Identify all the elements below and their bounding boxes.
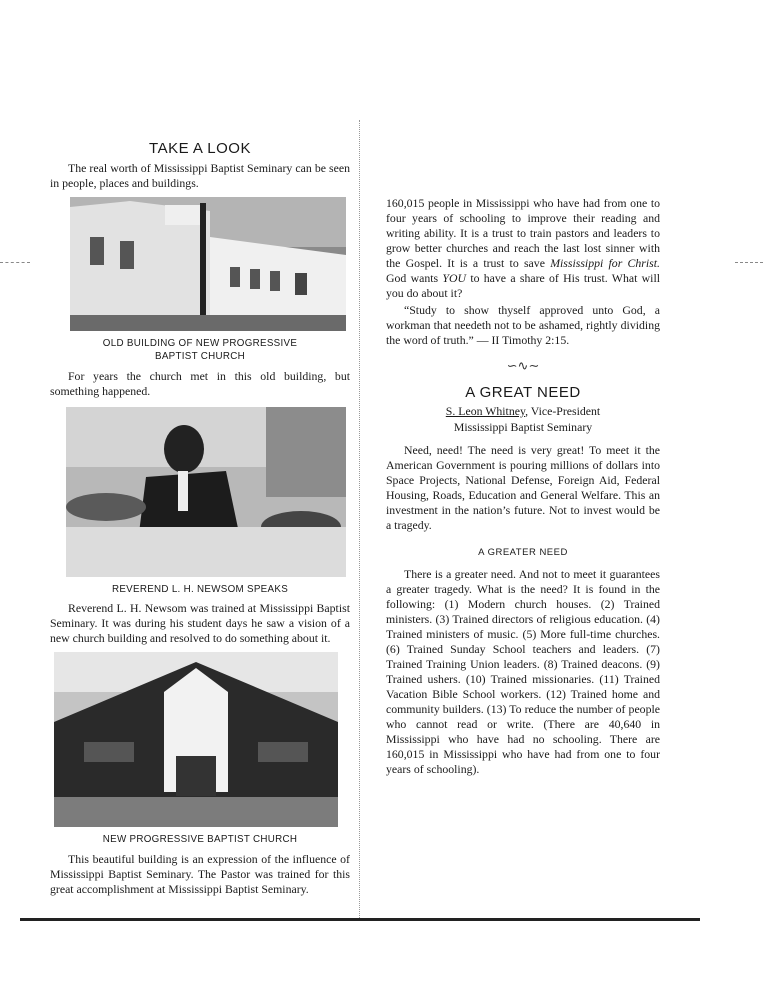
continued-mid: God wants: [386, 271, 443, 285]
new-church-image: [54, 652, 338, 827]
photo1-caption-line1: OLD BUILDING OF NEW PROGRESSIVE: [102, 338, 298, 349]
new-church-photo: [54, 652, 338, 827]
bottom-rule: [20, 918, 700, 921]
reverend-newsom-photo: [66, 407, 346, 577]
author-name: S. Leon Whitney: [445, 404, 526, 418]
great-need-paragraph: Need, need! The need is very great! To meet it the American Government is pouring millions of dollars into Space Projects, National Defense, Foreign Aid, Federal Housing, Roads, Education and General Welfare. This an investment in the nation’s future. Not to invest would be a tragedy.: [386, 443, 660, 532]
author-organization: Mississippi Baptist Seminary: [453, 420, 593, 434]
intro-paragraph: The real worth of Mississippi Baptist Seminary can be seen in people, places and buildings.: [50, 161, 350, 190]
byline: [386, 403, 660, 419]
continued-paragraph: [386, 196, 660, 301]
old-building-photo: [70, 197, 346, 331]
section-ornament: ∽∿∼: [506, 358, 540, 373]
continued-end: to have a share of His trust. What will you do about it?: [386, 271, 660, 300]
a-great-need-heading: A GREAT NEED: [465, 384, 581, 401]
reverend-speaking-image: [66, 407, 346, 577]
mississippi-for-christ-emphasis: Mississippi for Christ.: [550, 256, 660, 270]
a-greater-need-heading: A GREATER NEED: [478, 547, 568, 558]
author-role: , Vice-President: [525, 404, 601, 418]
old-building-paragraph: For years the church met in this old building, but something happened.: [50, 369, 350, 398]
greater-need-paragraph: There is a greater need. And not to meet it guarantees a greater tragedy. What is the need? It is found in the following: (1) Modern church houses. (2) Trained ministers. (3) Trained directors of religious education. (4) Trained ministers of music. (5) More full-time churches. (6) Trained Sunday School teachers and leaders. (7) Trained Training Union leaders. (8) Trained deacons. (9) Trained ushers. (10) Trained missionaries. (11) Trained Vacation Bible School workers. (12) Trained home and community builders. (13) To reduce the number of people who cannot read or write. (There are 40,640 in Mississippi who have had no schooling. There are 160,015 in Mississippi who have had from one to four years of schooling).: [386, 567, 660, 776]
photo1-caption: [50, 337, 350, 363]
margin-mark-left: [0, 262, 30, 264]
margin-mark-right: [735, 262, 763, 264]
photo1-caption-line2: BAPTIST CHURCH: [154, 351, 246, 362]
photo3-caption: NEW PROGRESSIVE BAPTIST CHURCH: [102, 834, 298, 845]
right-column: [386, 196, 660, 777]
you-emphasis: YOU: [442, 271, 467, 285]
newsom-paragraph: Reverend L. H. Newsom was trained at Mississippi Baptist Seminary. It was during his student days he saw a vision of a new church building and resolved to do something about it.: [50, 601, 350, 645]
left-column: [50, 140, 350, 897]
old-building-image: [70, 197, 346, 331]
column-fold-line: [359, 120, 361, 920]
continued-text: 160,015 people in Mississippi who have had from one to four years of schooling to improve their reading and writing ability. It is a trust to train pastors and leaders to grow better churches and reach the last lost sinner with the Gospel. It is a trust to save: [386, 196, 660, 270]
new-church-paragraph: This beautiful building is an expression of the influence of Mississippi Baptist Seminary. The Pastor was trained for this great accomplishment at Mississippi Baptist Seminary.: [50, 852, 350, 896]
take-a-look-heading: TAKE A LOOK: [149, 140, 251, 157]
scripture-quote: “Study to show thyself approved unto God, a workman that needeth not to be ashamed, rightly dividing the word of truth.” — II Timothy 2:15.: [386, 303, 660, 347]
photo2-caption: REVEREND L. H. NEWSOM SPEAKS: [111, 584, 289, 595]
